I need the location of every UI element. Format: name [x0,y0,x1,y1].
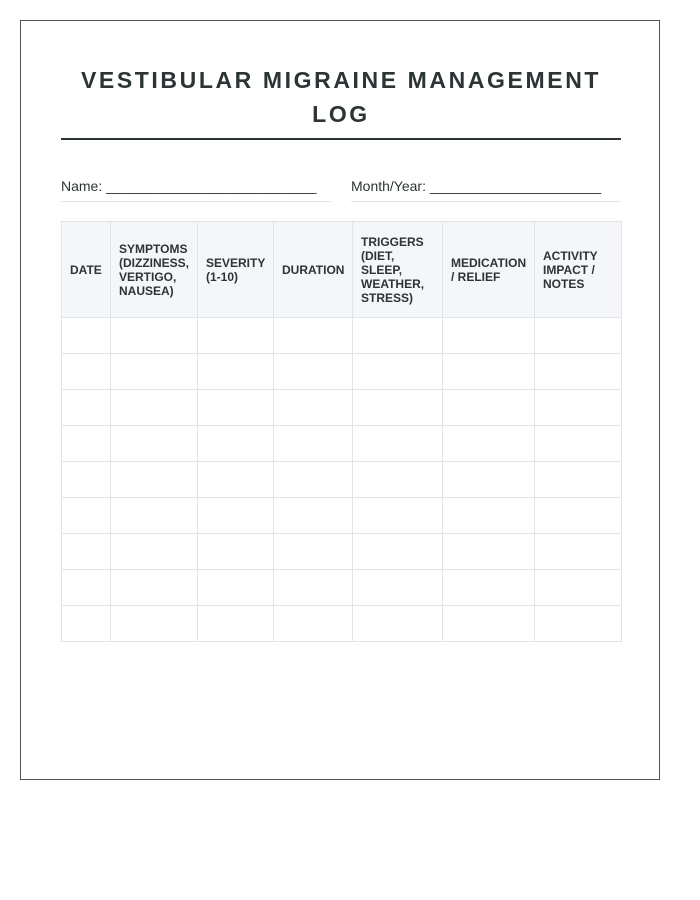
notes-cell[interactable] [535,606,622,642]
name-field[interactable]: Name: ___________________________ [61,177,331,202]
column-header-date: DATE [62,222,111,318]
duration-cell[interactable] [274,462,353,498]
severity-cell[interactable] [198,570,274,606]
column-header-severity: SEVERITY (1-10) [198,222,274,318]
table-row [62,318,622,354]
triggers-cell[interactable] [353,354,443,390]
medication-cell[interactable] [443,606,535,642]
log-table [61,221,622,642]
symptoms-cell[interactable] [111,390,198,426]
triggers-cell[interactable] [353,462,443,498]
symptoms-cell[interactable] [111,570,198,606]
notes-cell[interactable] [535,390,622,426]
log-table-body [62,318,622,642]
table-row [62,354,622,390]
notes-cell[interactable] [535,462,622,498]
log-sheet [20,20,660,780]
table-row [62,390,622,426]
notes-cell[interactable] [535,534,622,570]
medication-cell[interactable] [443,426,535,462]
medication-cell[interactable] [443,318,535,354]
duration-cell[interactable] [274,426,353,462]
medication-cell[interactable] [443,354,535,390]
duration-cell[interactable] [274,606,353,642]
severity-cell[interactable] [198,462,274,498]
triggers-cell[interactable] [353,570,443,606]
date-cell[interactable] [62,570,111,606]
symptoms-cell[interactable] [111,318,198,354]
table-row [62,534,622,570]
symptoms-cell[interactable] [111,498,198,534]
duration-cell[interactable] [274,498,353,534]
symptoms-cell[interactable] [111,426,198,462]
triggers-cell[interactable] [353,498,443,534]
duration-cell[interactable] [274,570,353,606]
duration-cell[interactable] [274,534,353,570]
notes-cell[interactable] [535,498,622,534]
date-cell[interactable] [62,354,111,390]
triggers-cell[interactable] [353,390,443,426]
table-row [62,606,622,642]
severity-cell[interactable] [198,426,274,462]
table-row [62,570,622,606]
triggers-cell[interactable] [353,426,443,462]
date-cell[interactable] [62,534,111,570]
table-row [62,426,622,462]
severity-cell[interactable] [198,534,274,570]
symptoms-cell[interactable] [111,354,198,390]
medication-cell[interactable] [443,534,535,570]
duration-cell[interactable] [274,354,353,390]
column-header-symptoms: SYMPTOMS (DIZZINESS, VERTIGO, NAUSEA) [111,222,198,318]
notes-cell[interactable] [535,570,622,606]
severity-cell[interactable] [198,390,274,426]
symptoms-cell[interactable] [111,462,198,498]
symptoms-cell[interactable] [111,534,198,570]
severity-cell[interactable] [198,606,274,642]
column-header-medication: MEDICATION / RELIEF [443,222,535,318]
month-year-field[interactable]: Month/Year: ______________________ [351,177,621,202]
notes-cell[interactable] [535,426,622,462]
severity-cell[interactable] [198,354,274,390]
date-cell[interactable] [62,318,111,354]
column-header-duration: DURATION [274,222,353,318]
table-header-row [62,222,622,318]
severity-cell[interactable] [198,318,274,354]
notes-cell[interactable] [535,318,622,354]
symptoms-cell[interactable] [111,606,198,642]
column-header-triggers: TRIGGERS (DIET, SLEEP, WEATHER, STRESS) [353,222,443,318]
triggers-cell[interactable] [353,534,443,570]
notes-cell[interactable] [535,354,622,390]
date-cell[interactable] [62,390,111,426]
title-divider [61,138,621,140]
page-title: VESTIBULAR MIGRAINE MANAGEMENT LOG [80,67,602,127]
medication-cell[interactable] [443,570,535,606]
date-cell[interactable] [62,462,111,498]
date-cell[interactable] [62,498,111,534]
date-cell[interactable] [62,426,111,462]
triggers-cell[interactable] [353,318,443,354]
duration-cell[interactable] [274,390,353,426]
severity-cell[interactable] [198,498,274,534]
medication-cell[interactable] [443,462,535,498]
medication-cell[interactable] [443,498,535,534]
duration-cell[interactable] [274,318,353,354]
triggers-cell[interactable] [353,606,443,642]
table-row [62,462,622,498]
column-header-activity-notes: ACTIVITY IMPACT / NOTES [535,222,622,318]
table-row [62,498,622,534]
date-cell[interactable] [62,606,111,642]
medication-cell[interactable] [443,390,535,426]
